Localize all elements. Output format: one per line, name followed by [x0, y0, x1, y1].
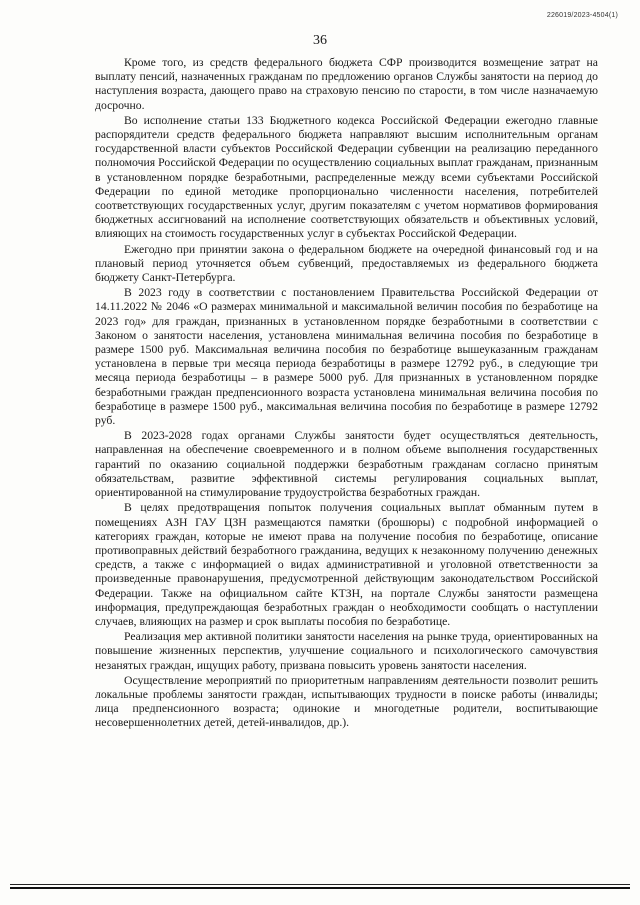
paragraph-subventions: Во исполнение статьи 133 Бюджетного кодекса Российской Федерации ежегодно главные распорядители средств федерального бюджета направляют высшим исполнительным органам государственной власти субъектов Российской Федерации субвенции на реализацию переданного полномочия Российской Федерации по осуществлению социальных выплат гражданам, признанным в установленном порядке безработными, распределенные между всеми субъектами Российской Федерации по единой методике пропорционально численности населения, потребителей соответствующих государственных услуг, другим показателям с учетом нормативов формирования бюджетных ассигнований на исполнение соответствующих обязательств и объективных условий, влияющих на стоимость государственных услуг в субъектах Российской Федерации.: [95, 113, 598, 241]
paragraph-priority-directions: Осуществление мероприятий по приоритетным направлениям деятельности позволит решить локальные проблемы занятости граждан, испытывающих трудности в поиске работы (инвалиды; лица предпенсионного возраста; одинокие и многодетные родители, воспитывающие несовершеннолетних детей, детей-инвалидов, др.).: [95, 673, 598, 730]
paragraph-fraud-prevention: В целях предотвращения попыток получения социальных выплат обманным путем в помещениях АЗН ГАУ ЦЗН размещаются памятки (брошюры) с подробной информацией о категориях граждан, которые не имеют права на получение пособия по безработице, описание противоправных действий безработного гражданина, ведущих к незаконному получению денежных средств, а также с информацией о видах административной и уголовной ответственности за произведенные правонарушения, предусмотренной действующим законодательством Российской Федерации. Также на официальном сайте КТЗН, на портале Службы занятости размещена информация, предупреждающая безработных граждан о необходимости сообщать о наступлении случаев, влияющих на размер и срок выплаты пособия по безработице.: [95, 501, 598, 628]
paragraph-benefit-amounts-2023: В 2023 году в соответствии с постановлением Правительства Российской Федерации от 14.11.2022 № 2046 «О размерах минимальной и максимальной величин пособия по безработице на 2023 год» для граждан, признанных в установленном порядке безработными в соответствии с Законом о занятости населения, установлена минимальная величина пособия по безработице в размере 1500 руб. Максимальная величина пособия по безработице вышеуказанным гражданам установлена в первые три месяца периода безработицы в размере 12792 руб., в следующие три месяца периода безработицы – в размере 5000 руб. Для признанных в установленном порядке безработными граждан предпенсионного возраста установлена минимальная величина пособия по безработице в размере 1500 руб., максимальная величина пособия по безработице в размере 12792 руб.: [95, 286, 598, 428]
footer-divider-line: [10, 884, 630, 885]
paragraph-pension-reimbursement: Кроме того, из средств федерального бюджета СФР производится возмещение затрат на выплату пенсий, назначенных гражданам по предложению органов Службы занятости на период до наступления возраста, дающего право на страховую пенсию по старости, в том числе назначаемую досрочно.: [95, 56, 598, 112]
paragraph-annual-budget-law: Ежегодно при принятии закона о федеральном бюджете на очередной финансовый год и на плановый период уточняется объем субвенций, предоставляемых из федерального бюджета бюджету Санкт-Петербурга.: [95, 242, 598, 285]
paragraph-active-employment-policy: Реализация мер активной политики занятости населения на рынке труда, ориентированных на повышение жизненных перспектив, улучшение социального и психологического самочувствия незанятых граждан, ищущих работу, призвана повысить уровень занятости населения.: [95, 630, 598, 672]
footer-divider-line-bold: [10, 887, 630, 889]
paragraph-2023-2028-activities: В 2023-2028 годах органами Службы занятости будет осуществляться деятельность, направленная на обеспечение своевременного и в полном объеме выполнения государственных гарантий по оказанию социальной поддержки безработным гражданам согласно принятым обязательствам, развитие эффективной системы регулирования социальных выплат, ориентированной на стимулирование трудоустройства безработных граждан.: [95, 429, 598, 500]
document-registration-stamp: 226019/2023-4504(1): [546, 12, 618, 19]
page-number: 36: [313, 33, 327, 48]
document-body: [95, 56, 598, 732]
